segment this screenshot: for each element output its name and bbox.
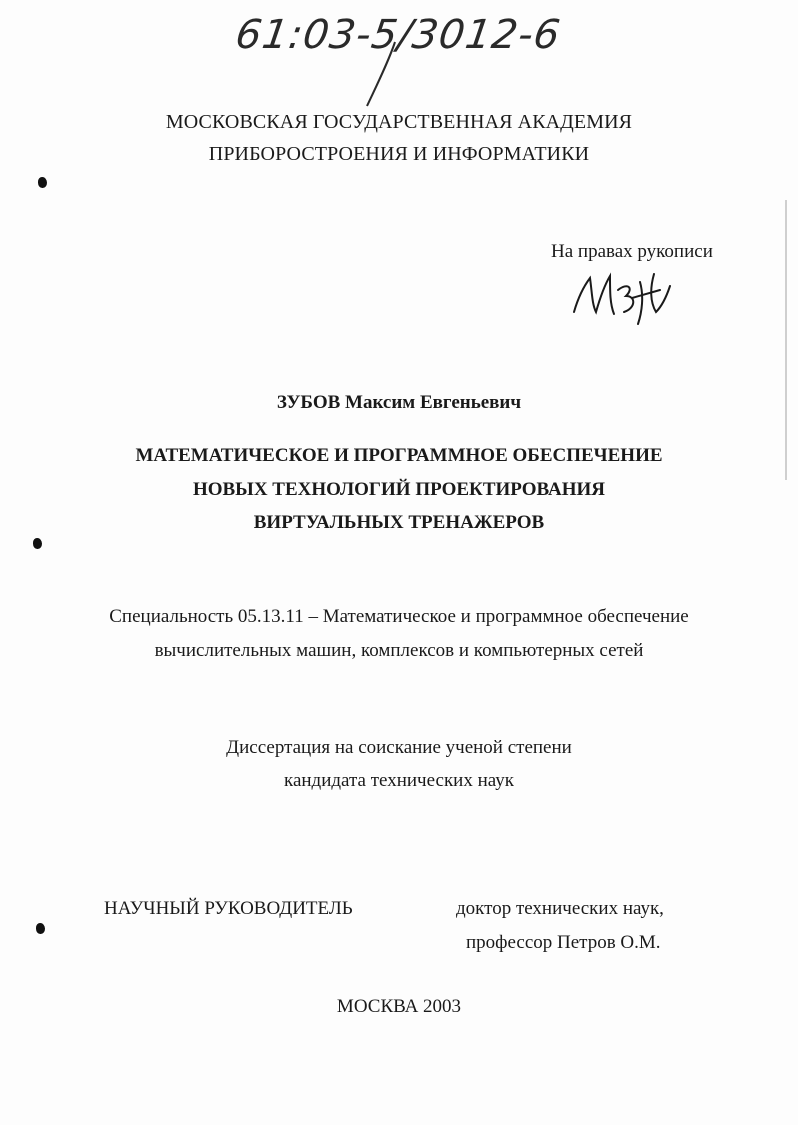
title-line-3: ВИРТУАЛЬНЫХ ТРЕНАЖЕРОВ xyxy=(253,512,545,533)
institution-line-2: ПРИБОРОСТРОЕНИЯ И ИНФОРМАТИКИ xyxy=(208,143,590,165)
punch-mark xyxy=(36,923,45,934)
archive-code-underline xyxy=(355,40,415,110)
city-year: МОСКВА 2003 xyxy=(336,996,462,1017)
institution-line-1: МОСКОВСКАЯ ГОСУДАРСТВЕННАЯ АКАДЕМИЯ xyxy=(165,111,633,133)
title-line-1: МАТЕМАТИЧЕСКОЕ И ПРОГРАММНОЕ ОБЕСПЕЧЕНИЕ xyxy=(135,445,663,466)
punch-mark xyxy=(38,177,47,188)
author-name: ЗУБОВ Максим Евгеньевич xyxy=(276,392,522,413)
degree-line-1: Диссертация на соискание ученой степени xyxy=(226,737,572,758)
author-signature xyxy=(570,268,680,328)
scan-edge-line xyxy=(785,200,787,480)
specialty-line-1: Специальность 05.13.11 – Математическое и программное обеспечение xyxy=(109,606,689,627)
archive-code-handwritten: 61:03-5/3012-6 xyxy=(232,12,564,58)
punch-mark xyxy=(33,538,42,549)
degree-line-2: кандидата технических наук xyxy=(284,770,514,791)
supervisor-degree: доктор технических наук, xyxy=(456,898,664,919)
title-line-2: НОВЫХ ТЕХНОЛОГИЙ ПРОЕКТИРОВАНИЯ xyxy=(192,479,606,500)
specialty-line-2: вычислительных машин, комплексов и компьютерных сетей xyxy=(154,640,644,661)
manuscript-note: На правах рукописи xyxy=(551,241,713,262)
supervisor-label: НАУЧНЫЙ РУКОВОДИТЕЛЬ xyxy=(104,898,353,919)
supervisor-name: профессор Петров О.М. xyxy=(466,932,661,953)
